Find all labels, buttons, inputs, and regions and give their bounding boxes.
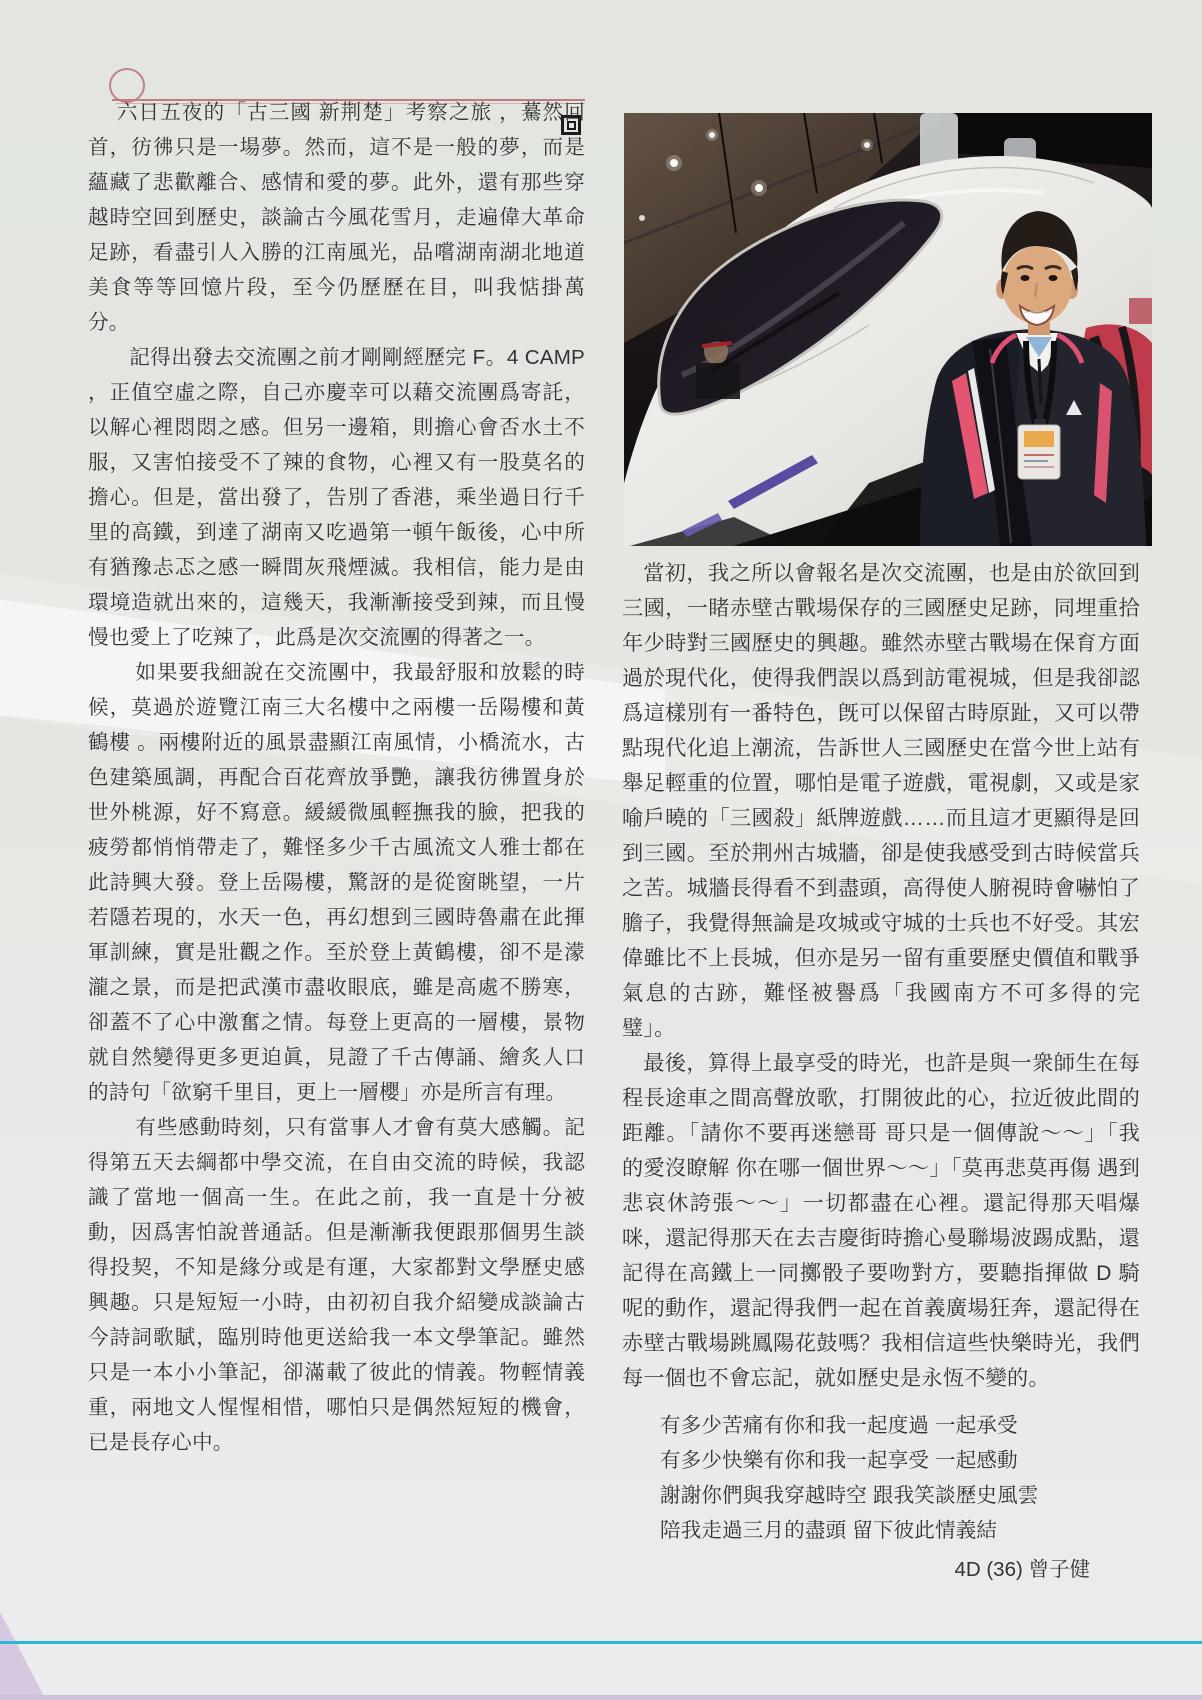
paragraph: 有些感動時刻，只有當事人才會有莫大感觸。記得第五天去綱都中學交流，在自由交流的時候，我認識了當地一個高一生。在此之前，我一直是十分被動，因爲害怕說普通話。但是漸漸我便跟那個男生談得投契，不知是緣分或是有運，大家都對文學歷史感興趣。只是短短一小時，由初初自我介紹變成談論古今詩詞歌賦，臨別時他更送給我一本文學筆記。雖然只是一本小小筆記，卻滿載了彼此的情義。物輕情義重，兩地文人惺惺相惜，哪怕只是偶然短短的機會，已是長存心中。: [88, 1116, 585, 1454]
paragraph: 如果要我細說在交流團中，我最舒服和放鬆的時候，莫過於遊覽江南三大名樓中之兩樓一岳陽樓和黃鶴樓 。兩樓附近的風景盡顯江南風情，小橋流水，古色建築風調，再配合百花齊放爭艷，讓我彷彿置身於世外桃源，好不寫意。緩緩微風輕撫我的臉，把我的疲勞都悄悄帶走了，難怪多少千古風流文人雅士都在此詩興大發。登上岳陽樓，驚訝的是從窗眺望，一片若隱若現的，水天一色，再幻想到三國時魯肅在此揮軍訓練，實是壯觀之作。至於登上黃鶴樓，卻不是濛瀧之景，而是把武漢市盡收眼底，雖是高處不勝寒，卻蓋不了心中激奮之情。每登上更高的一層樓，景物就自然變得更多更迫眞，見證了千古傳誦、繪炙人口的詩句「欲窮千里目，更上一層櫻」亦是所言有理。: [88, 661, 585, 1104]
eye-right: [1049, 275, 1058, 281]
bottom-edge-strip: [0, 1695, 1202, 1700]
poem-line: 有多少苦痛有你和我一起度過 一起承受: [660, 1414, 1018, 1437]
poem-line: 陪我走過三月的盡頭 留下彼此情義結: [660, 1519, 998, 1542]
left-text-column: [88, 95, 585, 1460]
poem-line: 有多少快樂有你和我一起享受 一起感動: [660, 1449, 1018, 1472]
eye-left: [1021, 275, 1030, 281]
paragraph: 最後，算得上最享受的時光，也許是與一衆師生在每程長途車之間高聲放歌，打開彼此的心，拉近彼此間的距離。「請你不要再迷戀哥 哥只是一個傳說～～」「我的愛沒瞭解 你在哪一個世界～～」「莫再悲莫再傷 遇到悲哀休誇張～～」一切都盡在心裡。還記得那天唱爆咪，還記得那天在去吉慶街時擔心曼聯場波踢成點，還記得在高鐵上一同擲骰子要吻對方，要聽指揮做 D 騎呢的動作，還記得我們一起在首義廣場狂奔，還記得在赤壁古戰場跳鳳陽花鼓嗎？我相信這些快樂時光，我們每一個也不會忘記，就如歷史是永恆不變的。: [622, 1052, 1140, 1390]
paragraph: 記得出發去交流團之前才剛剛經歷完 F。4 CAMP ，正值空虛之際，自己亦慶幸可以藉交流團爲寄託，以解心裡悶悶之感。但另一邊箱，則擔心會否水土不服，又害怕接受不了辣的食物，心裡又有一股莫名的擔心。但是，當出發了，告別了香港，乘坐過日行千里的高鐵，到達了湖南又吃過第一頓午飯後，心中所有猶豫忐忑之感一瞬間灰飛煙滅。我相信，能力是由環境造就出來的，這幾天，我漸漸接受到辣，而且慢慢也愛上了吃辣了，此爲是次交流團的得著之一。: [88, 346, 585, 649]
corner-wedge: [0, 1612, 46, 1700]
id-badge: [1018, 419, 1060, 479]
author-signature: 4D (36) 曾子健: [954, 1558, 1090, 1581]
poem-line: 謝謝你們與我穿越時空 跟我笑談歷史風雲: [660, 1484, 1039, 1507]
poem-block: [660, 1408, 1130, 1548]
paragraph: 當初，我之所以會報名是次交流團，也是由於欲回到三國，一睹赤壁古戰場保存的三國歷史足跡，同埋重拾年少時對三國歷史的興趣。雖然赤壁古戰場在保育方面過於現代化，使得我們誤以爲到訪電視城，但是我卻認爲這樣別有一番特色，旣可以保留古時原趾，又可以帶點現代化追上潮流，告訴世人三國歷史在當今世上站有舉足輕重的位置，哪怕是電子遊戲，電視劇，又或是家喻戶曉的「三國殺」紙牌遊戲……而且這才更顯得是回到三國。至於荆州古城牆，卻是使我感受到古時候當兵之苦。城牆長得看不到盡頭，高得使人腑視時會嚇怕了膽子，我覺得無論是攻城或守城的士兵也不好受。其宏偉雖比不上長城，但亦是另一留有重要歷史價值和戰爭氣息的古跡，難怪被譽爲「我國南方不可多得的完璧」。: [622, 562, 1140, 1040]
right-text-column: [622, 556, 1140, 1396]
footer-cyan-rule: [0, 1641, 1202, 1644]
photo-student-with-high-speed-train: [624, 113, 1152, 546]
zip: [1039, 359, 1041, 403]
paragraph: 六日五夜的「古三國 新荆楚」考察之旅 ，驀然回首，彷彿只是一場夢。然而，這不是一般的夢，而是蘊藏了悲歡離合、感情和愛的夢。此外，還有那些穿越時空回到歷史，談論古今風花雪月，走遍偉大革命足跡，看盡引人入勝的江南風光，品嚐湖南湖北地道美食等等回憶片段，至今仍歷歷在目，叫我惦掛萬分。: [88, 101, 585, 334]
